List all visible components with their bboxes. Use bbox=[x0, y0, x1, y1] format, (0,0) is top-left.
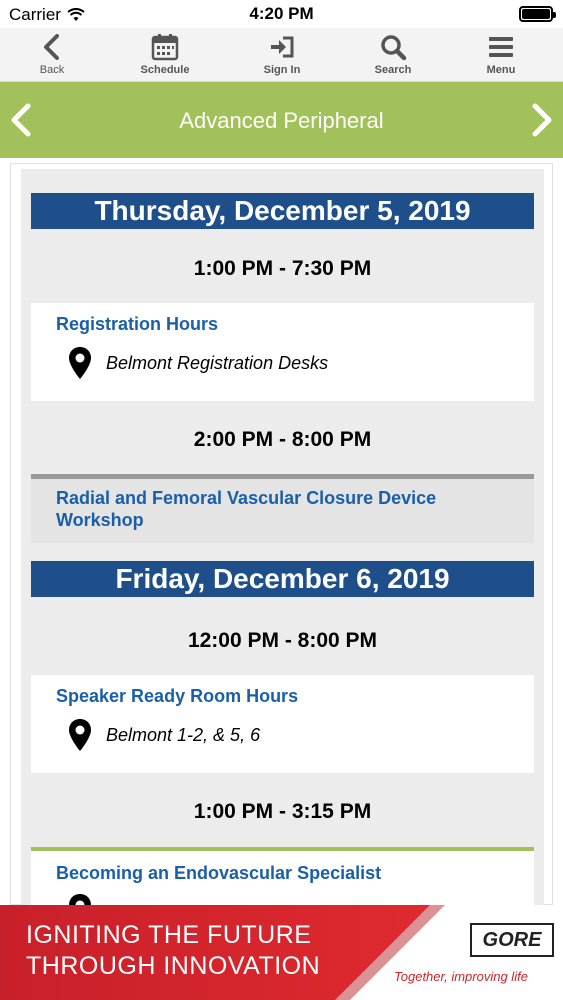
status-time: 4:20 PM bbox=[249, 4, 314, 23]
ad-headline-1: IGNITING THE FUTURE bbox=[26, 921, 312, 949]
schedule-label: Schedule bbox=[140, 64, 190, 76]
session-title[interactable]: Becoming an Endovascular Specialist bbox=[56, 863, 382, 883]
menu-label: Menu bbox=[486, 64, 516, 76]
ad-banner[interactable] bbox=[0, 905, 563, 1000]
location-text: Belmont Registration Desks bbox=[106, 352, 329, 373]
day-header: Friday, December 6, 2019 bbox=[31, 561, 534, 597]
time-slot: 1:00 PM - 7:30 PM bbox=[193, 257, 372, 280]
session-title[interactable]: Radial and Femoral Vascular Closure Device Workshop bbox=[56, 488, 437, 530]
sign-in-icon bbox=[268, 33, 296, 61]
day-header: Thursday, December 5, 2019 bbox=[31, 193, 534, 229]
session-title[interactable]: Speaker Ready Room Hours bbox=[56, 686, 299, 706]
schedule-list[interactable] bbox=[21, 169, 544, 906]
session-location bbox=[68, 346, 328, 380]
calendar-icon bbox=[151, 33, 179, 61]
carrier-label: Carrier bbox=[9, 5, 61, 24]
session-card[interactable] bbox=[31, 303, 534, 401]
sign-in-label: Sign In bbox=[263, 64, 301, 76]
status-bar bbox=[0, 0, 563, 28]
session-card[interactable] bbox=[31, 474, 534, 543]
search-label: Search bbox=[374, 64, 412, 76]
map-pin-icon bbox=[68, 346, 92, 380]
chevron-right-icon[interactable] bbox=[529, 102, 555, 138]
session-card[interactable] bbox=[31, 675, 534, 773]
location-text: Belmont 1-2, & 5, 6 bbox=[106, 724, 261, 745]
schedule-container bbox=[10, 163, 553, 905]
page-title: Advanced Peripheral bbox=[179, 108, 384, 133]
back-arrow-icon bbox=[39, 33, 65, 61]
search-button[interactable] bbox=[363, 28, 423, 82]
ad-headline-2: THROUGH INNOVATION bbox=[26, 952, 321, 980]
gore-logo: GORE bbox=[470, 923, 554, 957]
sign-in-button[interactable] bbox=[252, 28, 312, 82]
time-slot: 2:00 PM - 8:00 PM bbox=[193, 428, 372, 451]
battery-icon bbox=[519, 6, 553, 22]
session-location bbox=[68, 718, 260, 752]
back-label: Back bbox=[39, 64, 65, 76]
map-pin-icon bbox=[68, 718, 92, 752]
ad-tagline: Together, improving life bbox=[394, 969, 528, 984]
hamburger-icon bbox=[487, 33, 515, 61]
section-header bbox=[0, 82, 563, 158]
session-card[interactable] bbox=[31, 847, 534, 906]
chevron-left-icon[interactable] bbox=[8, 102, 34, 138]
time-slot: 12:00 PM - 8:00 PM bbox=[187, 629, 378, 652]
time-slot: 1:00 PM - 3:15 PM bbox=[193, 800, 372, 823]
session-title[interactable]: Registration Hours bbox=[56, 314, 219, 334]
schedule-button[interactable] bbox=[135, 28, 195, 82]
top-toolbar bbox=[0, 28, 563, 82]
back-button[interactable] bbox=[22, 28, 82, 82]
menu-button[interactable] bbox=[471, 28, 531, 82]
search-icon bbox=[379, 33, 407, 61]
